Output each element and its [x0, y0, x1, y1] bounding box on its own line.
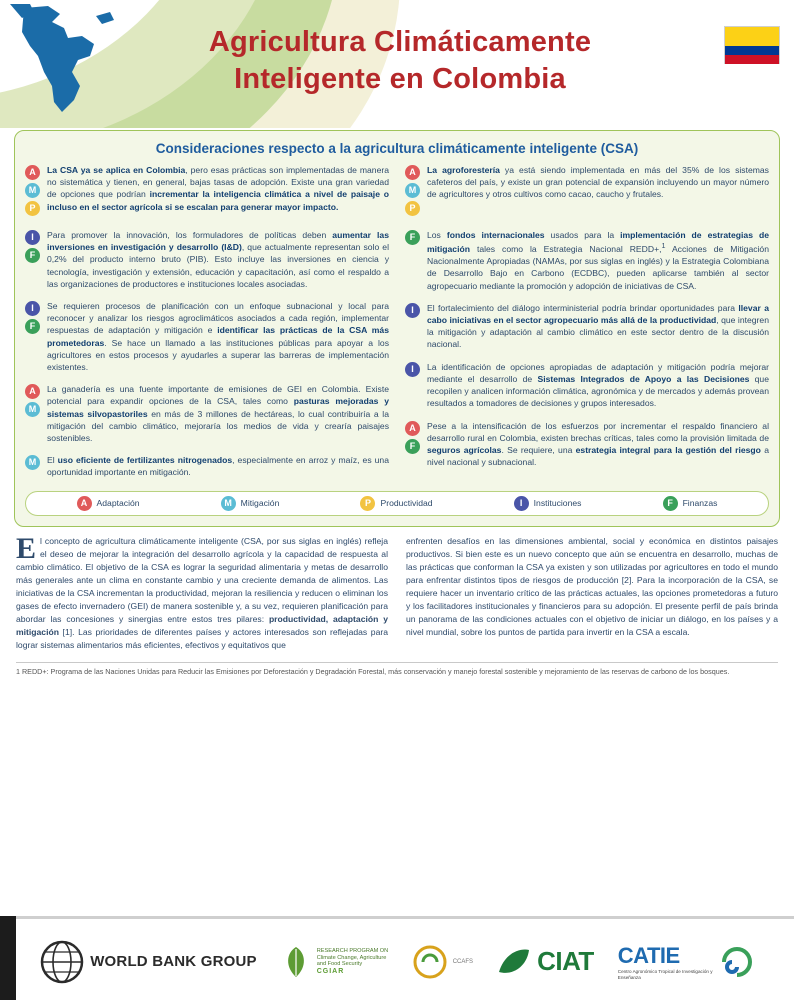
csa-consideration-text: La CSA ya se aplica en Colombia, pero esas prácticas son implementadas de manera no sistemática y tienen, en general, bajas tasas de adopción. Existe una gran variedad de opciones que podrían incrementar la inteligencia climática a nivel de paisaje o incluso en el sector agrícola si se escalan para generar mayor impacto. — [47, 165, 389, 212]
pillar-badge-a-icon: A — [405, 165, 420, 180]
pillar-badge-i-icon: I — [514, 496, 529, 511]
csa-consideration-item — [25, 454, 389, 478]
colombia-flag-icon — [724, 26, 780, 64]
ciat-leaf-icon — [497, 946, 531, 978]
intro-left-column — [16, 531, 388, 653]
pillar-badge-a-icon: A — [77, 496, 92, 511]
csa-considerations-box — [14, 130, 780, 527]
csa-consideration-item — [405, 164, 769, 219]
pillar-badge-m-icon: M — [25, 455, 40, 470]
page-title — [130, 24, 670, 98]
pillar-badge-f-icon: F — [25, 319, 40, 334]
legend-item-label: Finanzas — [682, 498, 718, 509]
pillar-badge-i-icon: I — [405, 362, 420, 377]
pillar-badge-group — [25, 164, 47, 219]
ciat-label: CIAT — [537, 946, 594, 976]
catie-subtitle: Centro Agronómico Tropical de Investigación y Enseñanza — [617, 969, 713, 980]
pillar-badge-m-icon: M — [25, 183, 40, 198]
csa-right-column — [405, 164, 769, 489]
page-title-line2: Inteligente en Colombia — [234, 63, 566, 96]
pillar-badge-f-icon: F — [25, 248, 40, 263]
pillar-badge-f-icon: F — [405, 230, 420, 245]
legend-item-label: Instituciones — [533, 498, 582, 509]
csa-consideration-text: El uso eficiente de fertilizantes nitrogenados, especialmente en arroz y maíz, es una oportunidad importante en mitigación. — [47, 455, 389, 478]
ccafs-program-body: Climate Change, Agriculture and Food Security — [316, 954, 387, 968]
pillar-badge-m-icon: M — [405, 183, 420, 198]
legend-item-adaptación — [77, 496, 140, 511]
csa-left-column — [25, 164, 389, 489]
pillar-badge-a-icon: A — [25, 165, 40, 180]
csa-consideration-item — [25, 300, 389, 373]
csa-consideration-item — [25, 383, 389, 444]
world-bank-globe-icon — [40, 940, 84, 984]
legend-item-productividad — [360, 496, 432, 511]
pillar-badge-group — [25, 300, 47, 373]
catie-logo — [618, 943, 754, 980]
intro-dropcap: E — [16, 531, 37, 565]
pillar-badge-m-icon: M — [25, 402, 40, 417]
cgiar-leaf-icon — [281, 945, 311, 979]
pillar-badge-group — [405, 164, 427, 219]
pillar-badge-group — [25, 454, 47, 478]
legend-item-finanzas — [663, 496, 718, 511]
legend-item-label: Mitigación — [240, 498, 280, 509]
catie-swirl-icon — [720, 947, 754, 977]
csa-consideration-text: La agroforestería ya está siendo implementada en más del 35% de los sistemas cafeteros del país, y existe un gran potencial de expansión incluyendo un mayor número de agricultores y otros cultivos como cacao, caucho y frutales. — [427, 165, 769, 200]
csa-consideration-item — [405, 302, 769, 351]
pillar-badge-group — [405, 420, 427, 469]
ccafs-circle-icon — [413, 945, 447, 979]
intro-left-text: El concepto de agricultura climáticamente inteligente (CSA, por sus siglas en inglés) refleja el deseo de mejorar la integración del desarrollo agrícola y la capacidad de respuesta al cambio climático. El objetivo de la CSA es lograr la seguridad alimentaria y metas de desarrollo más generales ante un clima en constante cambio y una creciente demanda de alimentos. Las iniciativas de la CSA incrementan la productividad, mejoran la resiliencia y reducen o eliminan los gases de efecto invernadero (GEI) de manera sostenible y, a su vez, requieren planificación para abordar las concesiones y sinergias entre estos tres pilares: productividad, adaptación y mitigación [1]. Las prioridades de diferentes países y actores interesados son reflejadas para lograr sistemas alimentarios más eficientes, efectivos y equitativos que — [16, 531, 388, 651]
intro-right-text: enfrenten desafíos en las dimensiones ambiental, social y económica en distintos paisajes productivos. Si bien este es un nuevo concepto que aún se encuentra en desarrollo, muchas de las prácticas que conforman la CSA ya existen y son utilizadas por agricultores en todo el mundo para enfrentar distintos tipos de riesgos de producción [2]. Para la incorporación de la CSA, se requiere hacer un inventario crítico de las prácticas actuales, las opciones prometedoras a futuro y los facilitadores institucionales y financieros para su adopción. El presente perfil de país brinda un panorama de las condiciones actuales con el objetivo de iniciar un diálogo, en los países y a nivel mundial, sobre los puntos de partida para invertir en la CSA a escala. — [406, 535, 778, 638]
csa-consideration-item — [405, 229, 769, 292]
pillar-badge-a-icon: A — [405, 421, 420, 436]
page-title-line1: Agricultura Climáticamente — [208, 26, 592, 58]
csa-consideration-text: Los fondos internacionales usados para la implementación de estrategias de mitigación tales como la Estrategia Nacional REDD+,$^1$ Acciones de Mitigación Nacionalmente Apropiadas (NAMAs, por sus siglas en inglés) y la Estrategia Colombiana de Desarrollo Bajo en Carbono (ECDBC), pueden aplicarse también al sector agropecuario mediante la promoción y adopción de iniciativas de CSA. — [427, 230, 769, 291]
world-bank-logo — [40, 940, 257, 984]
csa-legend — [25, 491, 769, 516]
csa-box-title: Consideraciones respecto a la agricultura climáticamente inteligente (CSA) — [155, 141, 639, 156]
legend-item-mitigación — [221, 496, 280, 511]
ccafs-mark — [413, 945, 473, 979]
pillar-badge-i-icon: I — [405, 303, 420, 318]
csa-consideration-text: La identificación de opciones apropiadas de adaptación y mitigación podría mejorar mediante el desarrollo de Sistemas Integrados de Apoyo a las Decisiones que recopilen y analicen información climática, agronómica y de mercados y además provean resultados a tomadores de decisiones y grupos interesados. — [427, 361, 769, 409]
pillar-badge-p-icon: P — [405, 201, 420, 216]
ccafs-program-title: RESEARCH PROGRAM ON — [316, 947, 389, 954]
legend-item-label: Adaptación — [96, 498, 140, 509]
pillar-badge-i-icon: I — [25, 301, 40, 316]
legend-item-label: Productividad — [380, 498, 433, 509]
csa-consideration-item — [25, 229, 389, 290]
ccafs-logo — [281, 945, 389, 979]
csa-consideration-item — [405, 361, 769, 410]
pillar-badge-f-icon: F — [405, 439, 420, 454]
footer-logos — [0, 916, 794, 1000]
pillar-badge-a-icon: A — [25, 384, 40, 399]
page-edge-bar — [0, 916, 16, 1000]
pillar-badge-group — [25, 229, 47, 290]
csa-consideration-text: Pese a la intensificación de los esfuerzos por incrementar el respaldo financiero al desarrollo rural en Colombia, existen brechas críticas, tales como la provisión limitada de seguros agrícolas. Se requiere, una estrategia integral para la gestión del riesgo a nivel nacional y subnacional. — [427, 420, 769, 468]
csa-consideration-text: El fortalecimiento del diálogo interministerial podría brindar oportunidades para llevar a cabo iniciativas en el sector agropecuario más allá de la productividad, que integren la mitigación y adaptación al cambio climático en este sector dentro de la discusión nacional. — [427, 302, 769, 350]
cgiar-label: CGIAR — [316, 968, 345, 976]
pillar-badge-m-icon: M — [221, 496, 236, 511]
footnote: 1 REDD+: Programa de las Naciones Unidas para Reducir las Emisiones por Deforestación y Degradación Forestal, más conservación y manejo forestal sostenible y mejoramiento de las reservas de carbono de los bosques. — [16, 662, 778, 677]
ciat-logo — [497, 946, 594, 978]
pillar-badge-i-icon: I — [25, 230, 40, 245]
csa-consideration-item — [25, 164, 389, 219]
intro-right-column — [406, 535, 778, 653]
csa-consideration-text: La ganadería es una fuente importante de emisiones de GEI en Colombia. Existe potencial para expandir opciones de la CSA, tales como pasturas mejoradas y sistemas silvopastoriles en más de 3 millones de hectáreas, lo cual contribuiría a la mitigación del cambio climático, mejoraría los medios de vida y crearía paisajes sostenibles. — [47, 384, 389, 444]
world-bank-label: WORLD BANK GROUP — [90, 953, 257, 970]
csa-consideration-item — [405, 420, 769, 469]
latin-america-map — [8, 2, 128, 120]
pillar-badge-group — [25, 383, 47, 444]
intro-section — [16, 531, 778, 653]
pillar-badge-p-icon: P — [360, 496, 375, 511]
page-header — [0, 0, 794, 128]
catie-label: CATIE — [617, 943, 680, 968]
legend-item-instituciones — [514, 496, 582, 511]
ccafs-short-label: CCAFS — [452, 958, 474, 965]
csa-consideration-text: Se requieren procesos de planificación con un enfoque subnacional y local para reconocer y analizar los riesgos agroclimáticos asociados a cada región, implementar respuestas de adaptación y mitigación e identificar las prácticas de la CSA más prometedoras. Se hace un llamado a las instituciones públicas para apoyar a los agricultores en estos procesos y ayudarles a superar las barreras de implementación existentes. — [47, 301, 389, 373]
pillar-badge-group — [405, 361, 427, 410]
pillar-badge-group — [405, 229, 427, 292]
csa-consideration-text: Para promover la innovación, los formuladores de políticas deben aumentar las inversiones en investigación y desarrollo (I&D), que actualmente representan solo el 0,2% del producto interno bruto (PIB). Esto incluye las inversiones en ciencia y tecnología, investigación y extensión, educación y capacitación, así como el respaldo a las organizaciones de productores e instituciones locales asociadas. — [47, 230, 389, 289]
pillar-badge-p-icon: P — [25, 201, 40, 216]
pillar-badge-f-icon: F — [663, 496, 678, 511]
pillar-badge-group — [405, 302, 427, 351]
